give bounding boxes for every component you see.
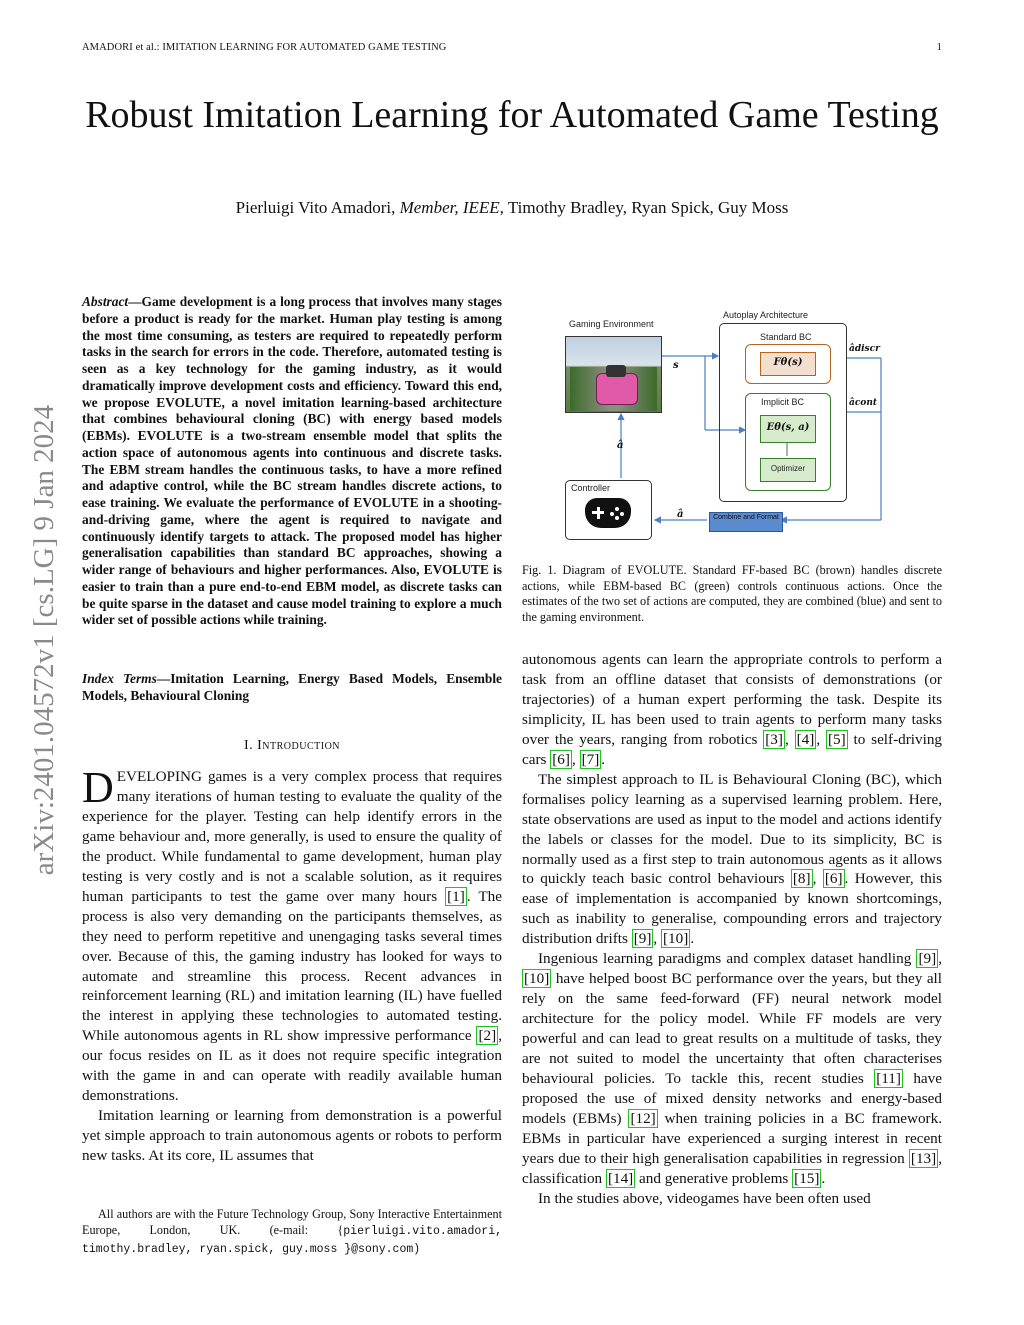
intro-body	[82, 763, 502, 1166]
caption-text: Diagram of EVOLUTE. Standard FF-based BC (brown) handles discrete actions, while EBM-based BC (green) controls continuous actions. Once the estimates of the two set of actions are computed, they are combined (blue) and sent to the gaming environment.	[522, 563, 942, 624]
f-theta-label: Fθ(s)	[773, 357, 803, 368]
citation-link[interactable]: [6]	[552, 750, 570, 768]
optimizer-block	[760, 458, 816, 482]
state-label: s	[673, 360, 679, 371]
a-discr-label: âdiscr	[849, 344, 880, 354]
citation-link[interactable]: [10]	[524, 970, 550, 988]
f-theta-block	[760, 352, 816, 376]
gamepad-icon	[585, 498, 631, 528]
intro-paragraph-2: Imitation learning or learning from demonstration is a powerful yet simple approach to train autonomous agents or robots to perform new tasks. At its core, IL assumes that	[82, 1107, 502, 1165]
paper-title: Robust Imitation Learning for Automated Game Testing	[85, 94, 939, 136]
right-paragraph-3: Ingenious learning paradigms and complex dataset handling [9] , [10] have helped boost BC performance over the years, but they all rely on the same feed-forward (FF) neural network model architecture for the policy model. While FF models are very powerful and can lead to great results on a multitude of tasks, they are not suited to model the uncertainty that often characterises behavioural policies. To tackle this, recent studies [11] have proposed the use of mixed density networks and energy-based models (EBMs) [12] when training policies in a BC framework. EBMs in particular have experienced a surging interest in recent years due to their high generalisation capabilities in regression [13] , classification [14] and generative problems [15] .	[522, 950, 943, 1187]
a-hat-up-label: â	[617, 440, 624, 451]
citation-link[interactable]: [13]	[910, 1149, 937, 1167]
a-cont-label: âcont	[849, 398, 878, 408]
right-paragraph-4: In the studies above, videogames have been often used	[538, 1189, 871, 1207]
e-theta-block	[760, 415, 816, 443]
running-head	[82, 42, 942, 53]
footnote-emails: pierluigi.vito.amadori, timothy.bradley, ryan.spick, guy.moss	[82, 1225, 502, 1256]
author-role: Member, IEEE	[399, 198, 500, 217]
citation-link[interactable]: [5]	[827, 730, 846, 748]
citation-link[interactable]: [1]	[447, 887, 465, 905]
citation-link[interactable]: [9]	[633, 930, 652, 948]
section-heading	[82, 738, 502, 754]
index-terms	[82, 671, 502, 705]
citation-link[interactable]: [8]	[792, 870, 811, 888]
abstract	[82, 294, 502, 629]
citation-link[interactable]: [12]	[630, 1109, 656, 1127]
driver-shape	[606, 365, 626, 377]
author-list	[82, 198, 942, 218]
author-first: Pierluigi Vito Amadori,	[235, 198, 400, 217]
footnote	[82, 1206, 502, 1258]
section-title: Introduction	[257, 738, 341, 753]
index-terms-text: —Imitation Learning, Energy Based Models, Ensemble Models, Behavioural Cloning	[82, 671, 502, 703]
page-number: 1	[936, 42, 942, 53]
citation-link[interactable]: [3]	[765, 730, 783, 748]
caption-label: Fig. 1.	[522, 563, 557, 577]
gaming-env-label: Gaming Environment	[569, 319, 654, 329]
optimizer-label: Optimizer	[770, 464, 806, 473]
citation-link[interactable]: [2]	[478, 1027, 497, 1045]
citation-link[interactable]: [6]	[824, 870, 843, 888]
citation-link[interactable]: [15]	[794, 1169, 820, 1187]
right-paragraph-2: The simplest approach to IL is Behavioural Cloning (BC), which formalises policy learning as a supervised learning problem. Here, state observations are used as input to the model and actions identify the labels or classes for the model. Due to its simplicity, BC is normally used as a first step to train autonomous agents as it allows to quickly teach basic control behaviours [8] , [6] . However, this ease of implementation is accompanied by known shortcomings, such as inability to generalise, compounding errors and trajectory distribution drifts [9] , [10] .	[522, 770, 943, 948]
footnote-suffix: }@sony.com)	[337, 1243, 421, 1256]
figure-caption	[522, 563, 942, 625]
controller-label: Controller	[571, 483, 611, 493]
abstract-text: —Game development is a long process that involves many stages before a product is ready for the market. Human play testing is among the most time consuming, as testers are required to repeatedly perform tasks in the search for errors in the code. Therefore, automated testing is seen as a key technology for the gaming industry, as it would dramatically improve development costs and efficiency. Toward this end, we propose EVOLUTE, a novel imitation learning-based architecture that combines behavioural cloning (BC) with energy based models (EBMs). EVOLUTE is a two-stream ensemble model that splits the action space of autonomous agents into continuous and discrete tasks. The EBM stream handles the continuous tasks, to have a more refined and adaptive control, while the BC stream handles discrete actions, to ease training. We evaluate the performance of EVOLUTE in a shooting-and-driving game, where the agent is required to navigate and continuously identify targets to attack. The proposed model has higher generalisation capabilities than standard BC approaches, showing a wider range of behaviours and higher performances. Also, EVOLUTE is easier to train than a pure end-to-end EBM model, as discrete tasks can be quite sparse in the dataset and cause model training to explore a much wider set of possible actions while training.	[82, 294, 502, 628]
index-terms-label: Index Terms	[82, 671, 157, 686]
right-paragraph-1: autonomous agents can learn the appropriate controls to perform a task from an offline dataset that consists of demonstrations (or trajectories) of a human expert performing the task. Despite its simplicity, IL has been used to train agents to perform many tasks over the years, ranging from robotics [3] , [4] , [5] to self-driving cars [6] , [7] .	[522, 651, 943, 768]
standard-bc-label: Standard BC	[760, 332, 812, 342]
right-body	[522, 650, 942, 1209]
abstract-label: Abstract	[82, 294, 129, 309]
citation-link[interactable]: [4]	[796, 730, 815, 748]
implicit-bc-label: Implicit BC	[761, 397, 805, 407]
buggy-shape	[596, 373, 638, 405]
e-theta-label: Eθ(s, a)	[766, 422, 810, 433]
combine-block	[709, 512, 783, 532]
citation-link[interactable]: [14]	[607, 1169, 634, 1187]
footnote-text: All authors are with the Future Technology Group, Sony Interactive Entertainment Europe, London, UK. (e-mail: {	[82, 1207, 502, 1237]
figure-diagram	[555, 300, 895, 540]
game-screenshot	[565, 336, 662, 413]
combine-label: Combine and Format	[713, 514, 779, 521]
drop-cap: D	[82, 763, 114, 812]
running-head-text: AMADORI et al.: IMITATION LEARNING FOR AUTOMATED GAME TESTING	[82, 42, 447, 53]
intro-paragraph-1: DEVELOPING games is a very complex process that requires many iterations of human testing to evaluate the quality of the experience for the player. Testing can help identify errors in the game behaviour and, more generally, is used to ensure the quality of the product. While fundamental to game development, human play testing is very costly and is not a scalable solution, as it requires human participants to test the game over many hours [1] . The process is also very demanding on the participants themselves, as they need to perform repetitive and unengaging tasks several times over. Because of this, the gaming industry has looked for ways to automate and streamline this process. Recent advances in reinforcement learning (RL) and imitation learning (IL) have fuelled the interest in applying these technologies to automated testing. While autonomous agents in RL show impressive performance [2] , our focus resides on IL as it does not require specific integration with the game in and can operate with readily available human demonstrations.	[82, 763, 502, 1105]
arxiv-id: arXiv:2401.04572v1 [cs.LG] 9 Jan 2024	[28, 404, 60, 876]
section-number: I.	[243, 738, 258, 753]
a-hat-label: â	[677, 509, 684, 520]
citation-link[interactable]: [9]	[918, 950, 937, 968]
autoplay-label: Autoplay Architecture	[723, 310, 809, 320]
citation-link[interactable]: [10]	[663, 930, 689, 948]
citation-link[interactable]: [11]	[876, 1070, 901, 1088]
author-rest: , Timothy Bradley, Ryan Spick, Guy Moss	[499, 198, 789, 217]
citation-link[interactable]: [7]	[581, 750, 600, 768]
